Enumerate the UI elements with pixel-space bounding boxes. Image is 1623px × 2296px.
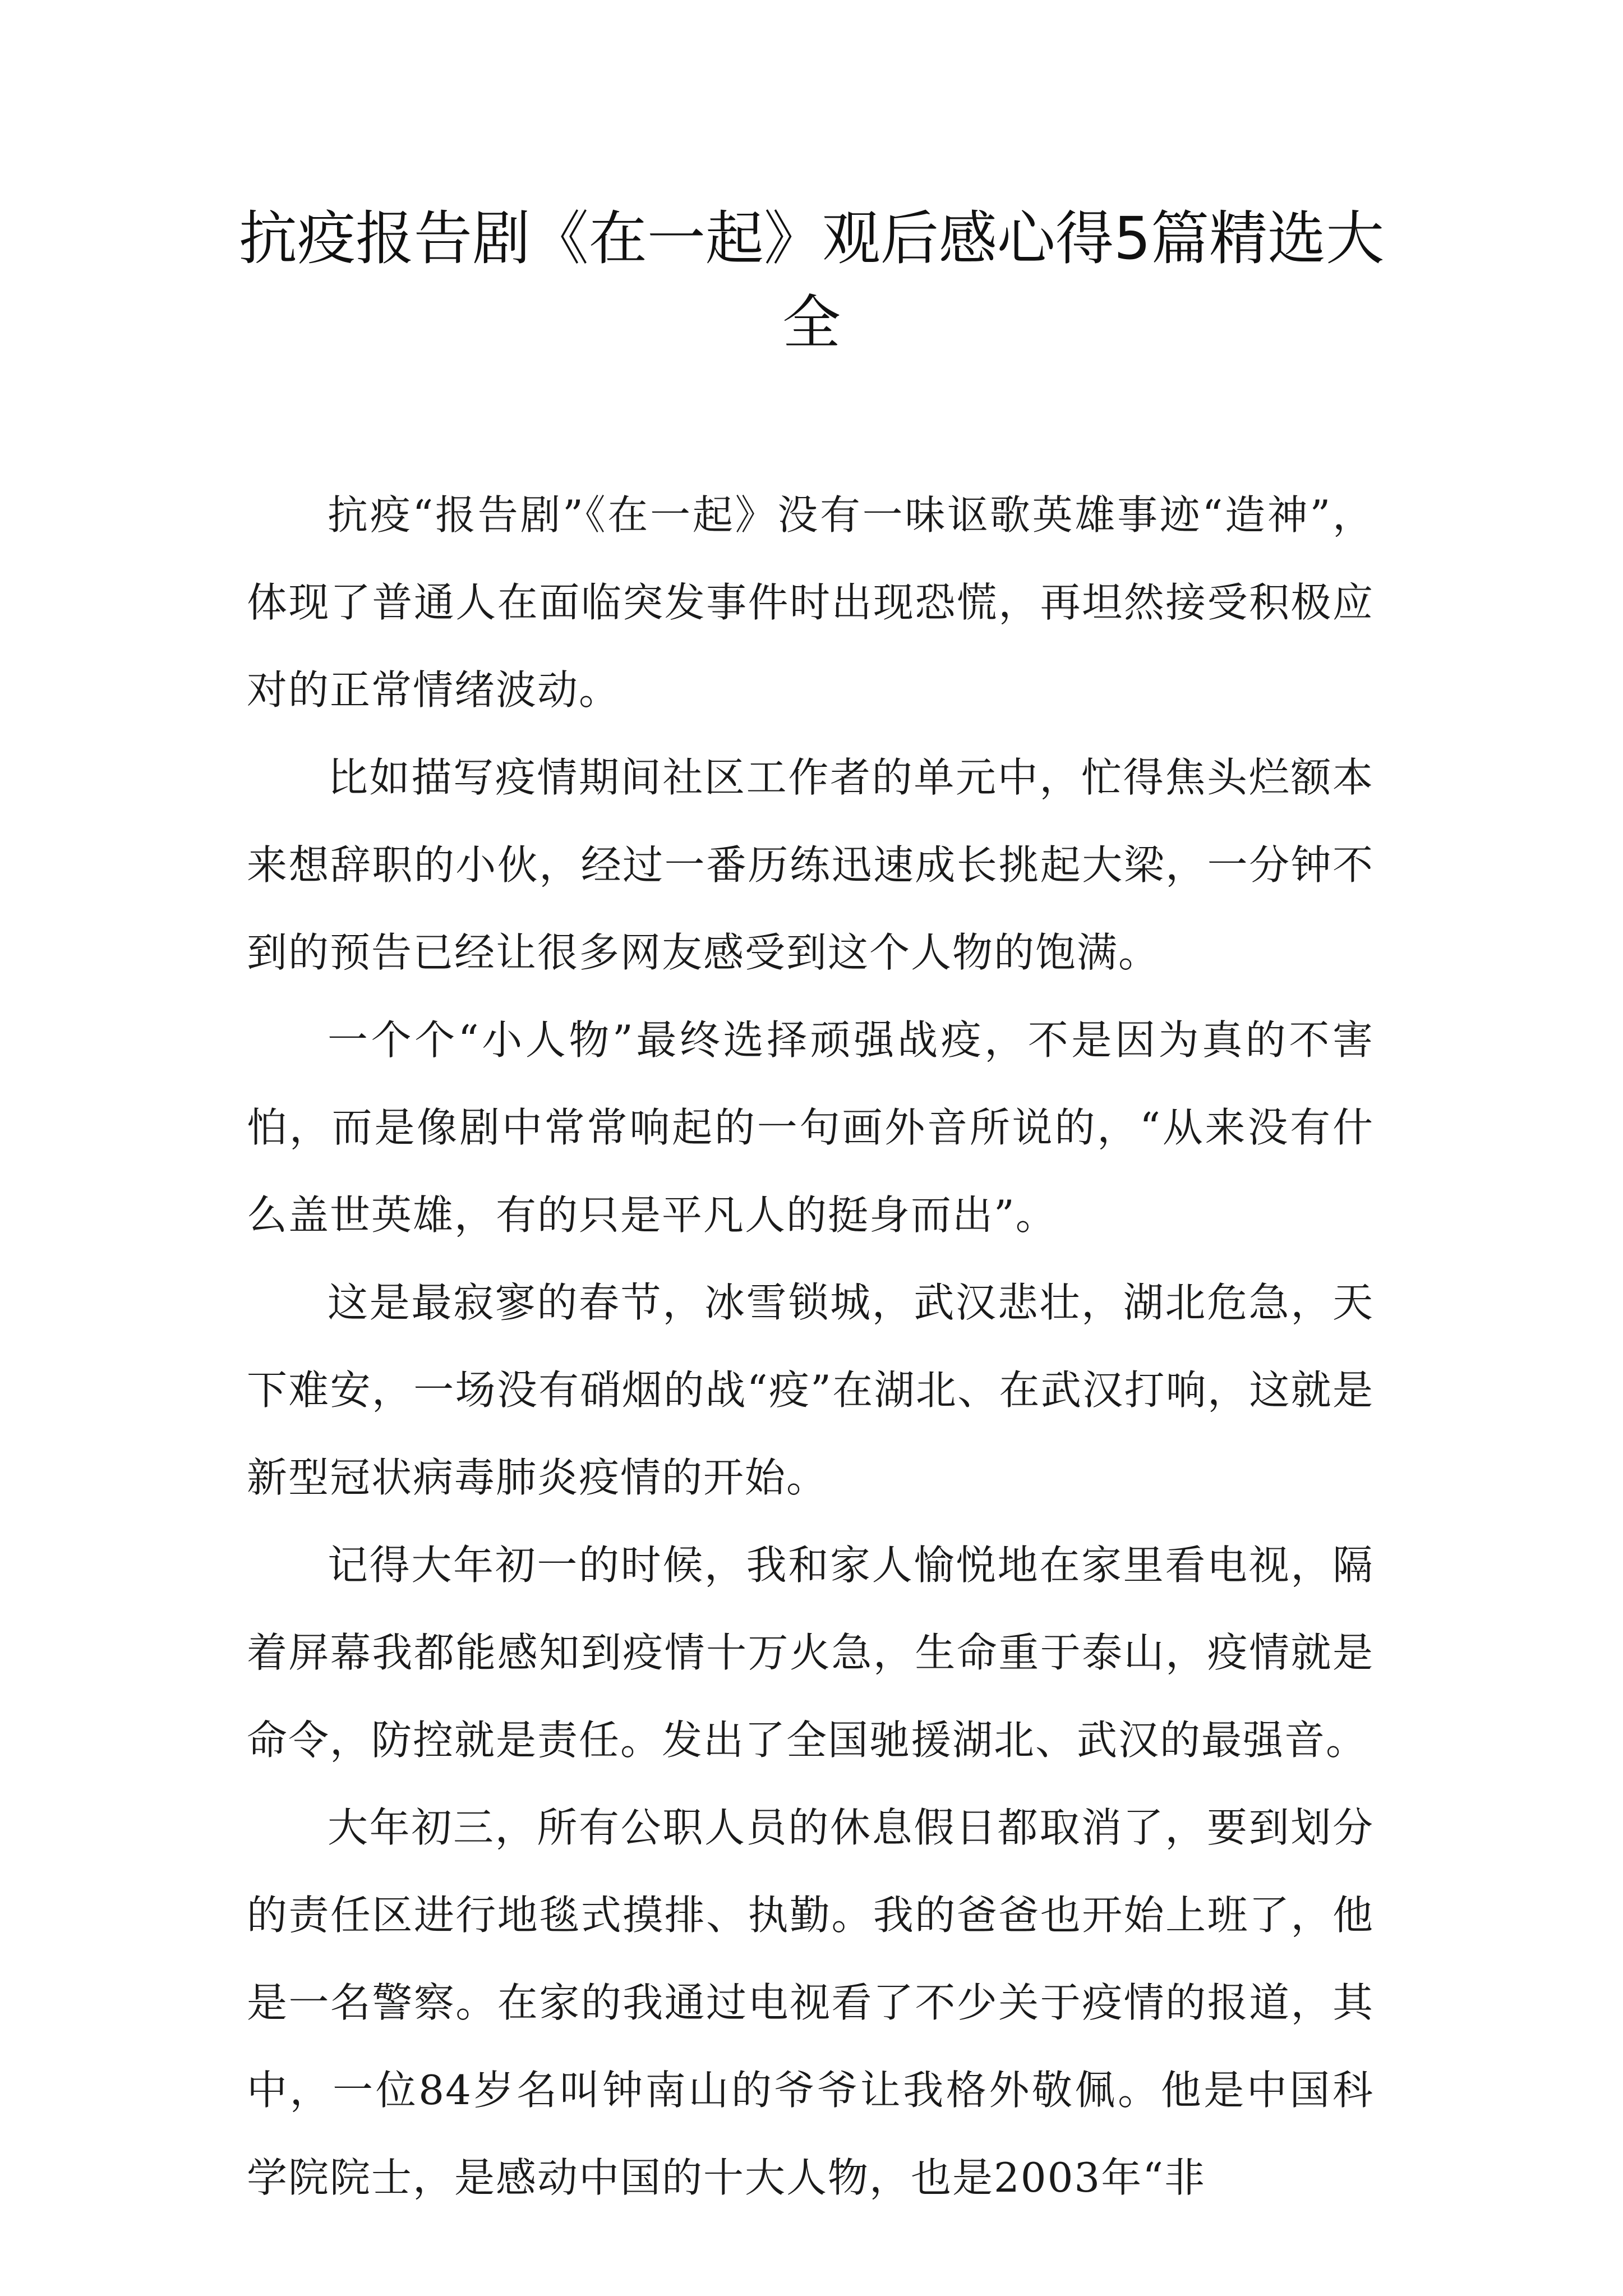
document-body: [247, 471, 1374, 2221]
paragraph: 一个个“小人物”最终选择顽强战疫，不是因为真的不害怕，而是像剧中常常响起的一句画外音所说的，“从来没有什么盖世英雄，有的只是平凡人的挺身而出”。: [247, 1016, 1374, 1239]
paragraph: 抗疫“报告剧”《在一起》没有一味讴歌英雄事迹“造神”，体现了普通人在面临突发事件时出现恐慌，再坦然接受积极应对的正常情绪波动。: [247, 491, 1374, 714]
paragraph: 大年初三，所有公职人员的休息假日都取消了，要到划分的责任区进行地毯式摸排、执勤。我的爸爸也开始上班了，他是一名警察。在家的我通过电视看了不少关于疫情的报道，其中，一位84岁名叫钟南山的爷爷让我格外敬佩。他是中国科学院院士，是感动中国的十大人物，也是2003年“非: [247, 1804, 1374, 2201]
paragraph: 这是最寂寥的春节，冰雪锁城，武汉悲壮，湖北危急，天下难安，一场没有硝烟的战“疫”在湖北、在武汉打响，这就是新型冠状病毒肺炎疫情的开始。: [247, 1279, 1374, 1501]
paragraph: 记得大年初一的时候，我和家人愉悦地在家里看电视，隔着屏幕我都能感知到疫情十万火急，生命重于泰山，疫情就是命令，防控就是责任。发出了全国驰援湖北、武汉的最强音。: [247, 1542, 1374, 1764]
paragraph: 比如描写疫情期间社区工作者的单元中，忙得焦头烂额本来想辞职的小伙，经过一番历练迅速成长挑起大梁，一分钟不到的预告已经让很多网友感受到这个人物的饱满。: [247, 754, 1374, 976]
document-title: 抗疫报告剧《在一起》观后感心得5篇精选大全: [238, 204, 1385, 357]
